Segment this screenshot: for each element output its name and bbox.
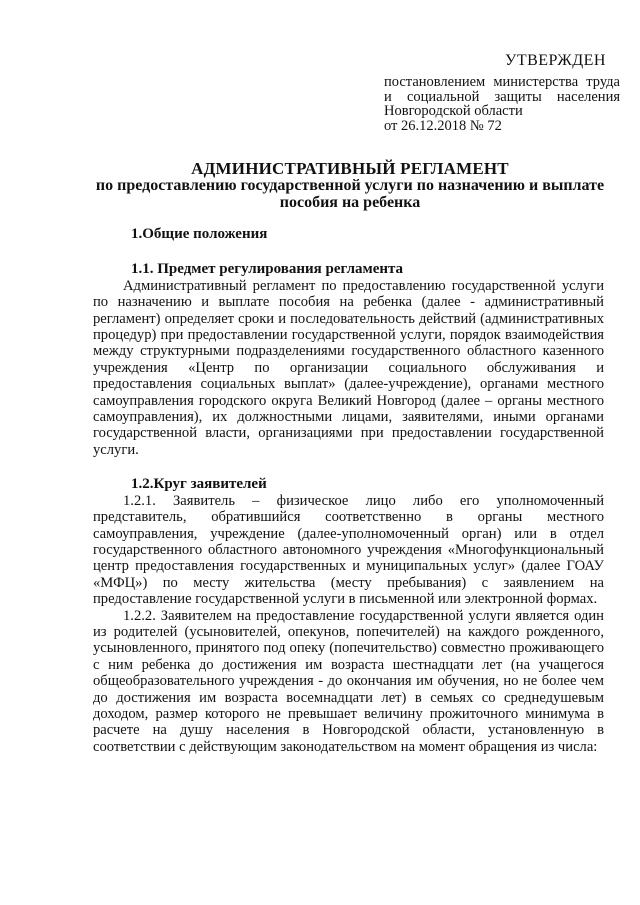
approval-date-number: от 26.12.2018 № 72 — [384, 117, 502, 134]
section-heading-subject: 1.1. Предмет регулирования регламента — [131, 261, 404, 278]
approval-details — [384, 75, 620, 133]
approval-line-2: и социальной защиты населения — [384, 88, 620, 105]
document-title-subtitle: по предоставлению государственной услуги по назначению и выплате пособия на ребенка — [95, 177, 605, 211]
section-heading-general: 1.Общие положения — [131, 226, 268, 242]
document-title — [90, 160, 610, 211]
paragraph-subject: Административный регламент по предоставлению государственной услуги по назначению и выплате пособия на ребенка (далее - административный регламент) определяет сроки и последовательность действий (административных процедур) при предоставлении государственной услуги, порядок взаимодействия между структурными подразделениями государственного областного казенного учреждения «Центр по организации социального обслуживания и предоставления социальных выплат» (далее-учреждение), органами местного самоуправления городского округа Великий Новгород (далее – органы местного самоуправления), их должностными лицами, заявителями, иными органами государственной власти, организациями при предоставлении государственной услуги. — [93, 277, 604, 458]
document-body — [93, 226, 604, 755]
section-heading-applicants: 1.2.Круг заявителей — [131, 476, 267, 493]
approval-line-1: постановлением министерства труда — [384, 74, 620, 90]
paragraph-applicants-1: 1.2.1. Заявитель – физическое лицо либо его уполномоченный представитель, обратившийся соответственно в органы местного самоуправления, учреждение (далее-уполномоченный орган) или в отдел государственного областного автономного учреждения «Многофункциональный центр предоставления государственных и муниципальных услуг» (далее ГОАУ «МФЦ») по месту жительства (месту пребывания) с заявлением на предоставление государственной услуги в письменной или электронной формах. — [93, 492, 604, 608]
approval-line-3: Новгородской области — [384, 103, 523, 119]
approval-stamp-title: УТВЕРЖДЕН — [505, 52, 606, 69]
paragraph-applicants-2: 1.2.2. Заявителем на предоставление государственной услуги является один из родителей (усыновителей, опекунов, попечителей) на каждого рожденного, усыновленного, принятого под опеку (попечительство) совместно проживающего с ним ребенка до достижения им возраста шестнадцати лет (на учащегося общеобразовательного учреждения - до окончания им обучения, но не более чем до достижения им возраста восемнадцати лет) в семьях со среднедушевым доходом, размер которого не превышает величину прожиточного минимума в расчете на душу населения в Новгородской области, установленную в соответствии с действующим законодательством на момент обращения из числа: — [93, 607, 604, 755]
document-title-main: АДМИНИСТРАТИВНЫЙ РЕГЛАМЕНТ — [191, 159, 509, 178]
